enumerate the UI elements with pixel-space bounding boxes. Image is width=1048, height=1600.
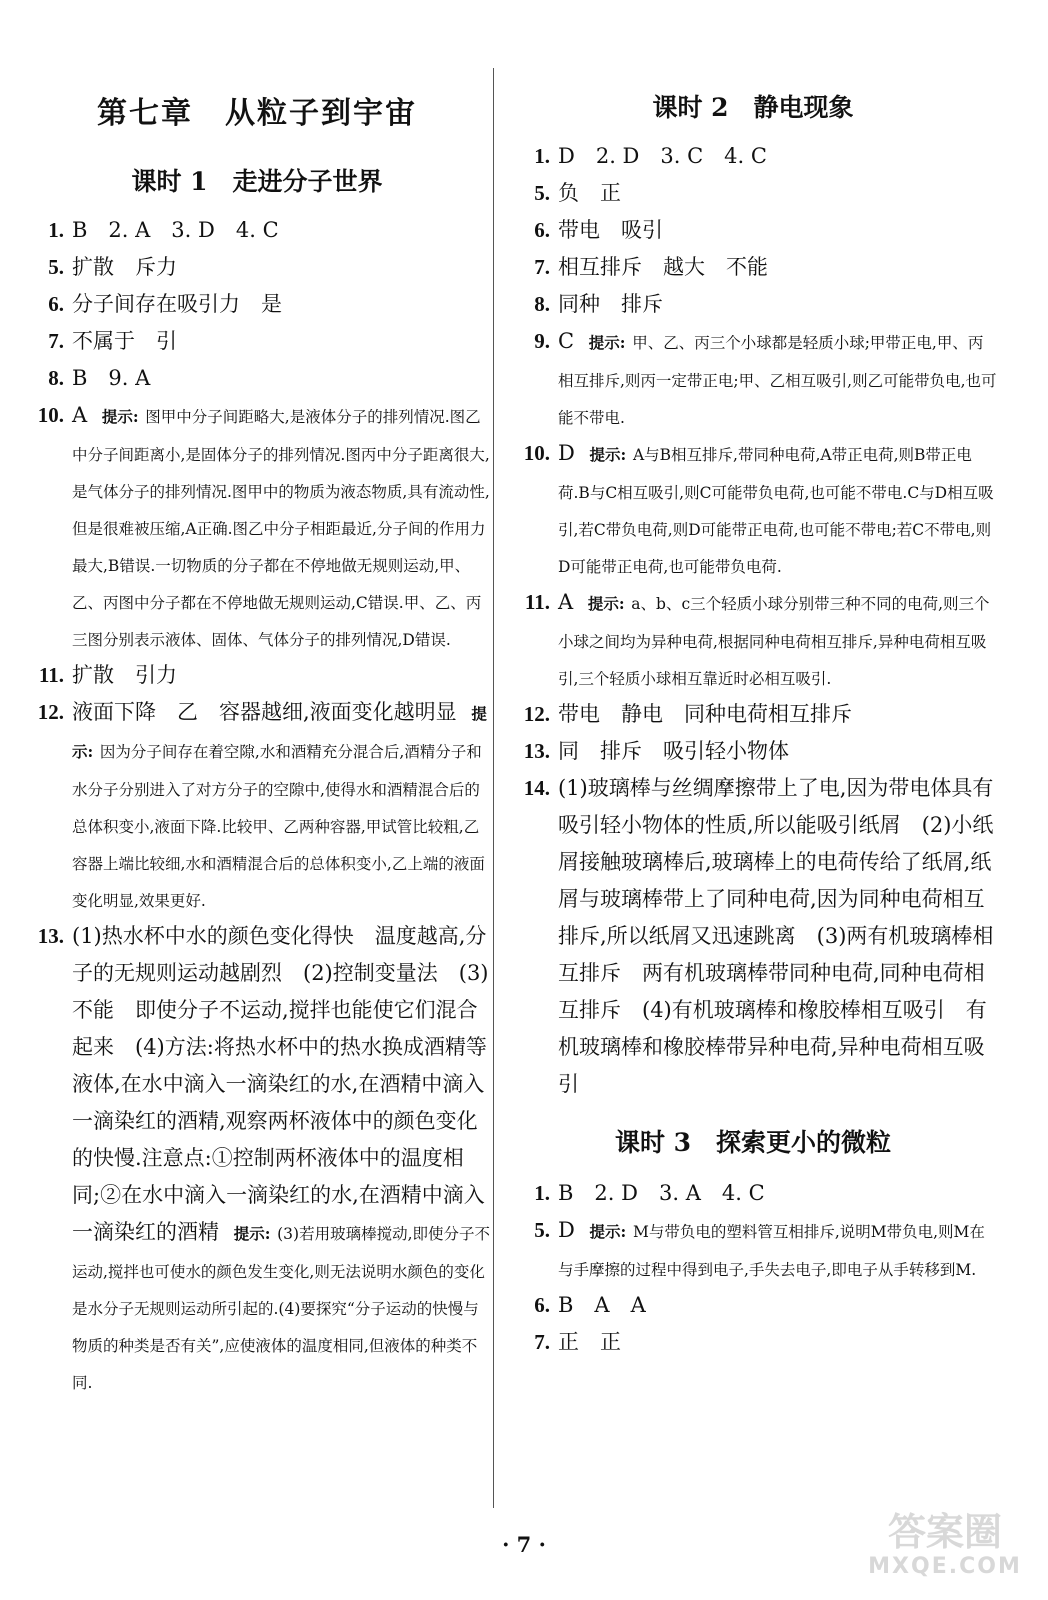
answer-text: D — [558, 441, 575, 465]
answer-7 — [22, 323, 492, 360]
answer-text: B 9. A — [72, 366, 151, 390]
answer-number: 6. — [48, 292, 64, 316]
lesson-3-answer-6 — [508, 1287, 998, 1324]
hint-text: (3)若用玻璃棒搅动,即使分子不运动,搅拌也可使水的颜色发生变化,则无法说明水颜色的变化是水分子无规则运动所引起的.(4)要探究“分子运动的快慢与物质的种类是否有关”,应使液体的温度相同,但液体的种类不同. — [72, 1225, 490, 1392]
answer-text: 扩散 引力 — [72, 663, 177, 687]
answer-number: 9. — [534, 329, 550, 353]
answer-text: 带电 吸引 — [558, 218, 663, 242]
hint-text: 甲、乙、丙三个小球都是轻质小球;甲带正电,甲、丙相互排斥,则丙一定带正电;甲、乙相互吸引,则乙可能带负电,也可能不带电. — [558, 334, 997, 427]
answer-9 — [508, 323, 998, 435]
answer-5 — [508, 175, 998, 212]
hint-label: 提示: — [72, 704, 487, 761]
answer-5 — [22, 249, 492, 286]
answer-number: 11. — [38, 663, 64, 687]
answer-14 — [508, 770, 998, 1103]
answer-text: 扩散 斥力 — [72, 255, 177, 279]
hint-text: 因为分子间存在着空隙,水和酒精充分混合后,酒精分子和水分子分别进入了对方分子的空隙中,使得水和酒精混合后的总体积变小,液面下降.比较甲、乙两种容器,甲试管比较粗,乙容器上端比较细,水和酒精混合后的总体积变小,乙上端的液面变化明显,效果更好. — [72, 743, 485, 910]
answer-number: 8. — [48, 366, 64, 390]
hint-label: 提示: — [233, 1224, 271, 1243]
answer-text: B 2. D 3. A 4. C — [558, 1181, 765, 1205]
answer-number: 1. — [534, 144, 550, 168]
hint-label: 提示: — [589, 1222, 627, 1241]
answer-number: 7. — [48, 329, 64, 353]
answer-text: (1)玻璃棒与丝绸摩擦带上了电,因为带电体具有吸引轻小物体的性质,所以能吸引纸屑 (2)小纸屑接触玻璃棒后,玻璃棒上的电荷传给了纸屑,纸屑与玻璃棒带上了同种电荷,因为同种电荷相互排斥,所以纸屑又迅速跳离 (3)两有机玻璃棒相互排斥 两有机玻璃棒带同种电荷,同种电荷相互排斥 (4)有机玻璃棒和橡胶棒相互吸引 有机玻璃棒和橡胶棒带异种电荷,异种电荷相互吸引 — [558, 776, 994, 1096]
answer-text: B A A — [558, 1293, 646, 1317]
answer-6 — [22, 286, 492, 323]
hint-label: 提示: — [589, 445, 627, 464]
chapter-title: 第七章 从粒子到宇宙 — [97, 96, 417, 131]
answer-text: (1)热水杯中水的颜色变化得快 温度越高,分子的无规则运动越剧烈 (2)控制变量法 (3)不能 即使分子不运动,搅拌也能使它们混合起来 (4)方法:将热水杯中的热水换成酒精等液体,在水中滴入一滴染红的水,在酒精中滴入一滴染红的酒精,观察两杯液体中的颜色变化的快慢.注意点:①控制两杯液体中的温度相同;②在水中滴入一滴染红的水,在酒精中滴入一滴染红的酒精 — [72, 924, 489, 1244]
lesson-2-title: 课时 2 静电现象 — [652, 93, 854, 122]
answer-text: A — [558, 590, 574, 614]
answer-number: 13. — [37, 924, 64, 948]
answer-text: 同 排斥 吸引轻小物体 — [558, 739, 789, 763]
answer-number: 1. — [48, 218, 64, 242]
hint-label: 提示: — [101, 407, 139, 426]
answer-number: 5. — [534, 1218, 550, 1242]
watermark-logo — [855, 1510, 1035, 1590]
answer-text: 同种 排斥 — [558, 292, 663, 316]
lesson-3-answer-7 — [508, 1324, 998, 1361]
answer-text: B 2. A 3. D 4. C — [72, 218, 279, 242]
answer-11 — [22, 657, 492, 694]
answer-number: 11. — [524, 590, 550, 614]
answer-7 — [508, 249, 998, 286]
answer-number: 5. — [48, 255, 64, 279]
hint-text: M与带负电的塑料管互相排斥,说明M带负电,则M在与手摩擦的过程中得到电子,手失去电子,即电子从手转移到M. — [558, 1223, 985, 1279]
answer-12 — [508, 696, 998, 733]
answer-text: 液面下降 乙 容器越细,液面变化越明显 — [72, 700, 457, 724]
watermark-url: MXQE.COM — [868, 1554, 1022, 1579]
answer-13 — [508, 733, 998, 770]
answer-number: 6. — [534, 218, 550, 242]
hint-label: 提示: — [587, 594, 625, 613]
answer-number: 10. — [523, 441, 550, 465]
answer-text: D — [558, 1218, 575, 1242]
answer-number: 10. — [37, 403, 64, 427]
page-number: · 7 · — [502, 1532, 546, 1557]
answer-number: 7. — [534, 255, 550, 279]
answer-10 — [508, 435, 998, 584]
answer-text: 分子间存在吸引力 是 — [72, 292, 282, 316]
answer-number: 12. — [37, 700, 64, 724]
answer-text: C — [558, 329, 575, 353]
lesson-3-answer-1-4 — [508, 1175, 998, 1212]
left-column — [22, 80, 492, 1400]
answer-10 — [22, 397, 492, 657]
hint-text: a、b、c三个轻质小球分别带三种不同的电荷,则三个小球之间均为异种电荷,根据同种电荷相互排斥,异种电荷相互吸引,三个轻质小球相互靠近时必相互吸引. — [558, 595, 990, 688]
answer-text: 负 正 — [558, 181, 621, 205]
answer-1-4 — [22, 212, 492, 249]
answer-11 — [508, 584, 998, 696]
column-divider — [493, 68, 494, 1508]
answer-6 — [508, 212, 998, 249]
answer-text: D 2. D 3. C 4. C — [558, 144, 767, 168]
lesson-1-title: 课时 1 走进分子世界 — [131, 167, 383, 196]
answer-text: 带电 静电 同种电荷相互排斥 — [558, 702, 852, 726]
hint-text: 图甲中分子间距略大,是液体分子的排列情况.图乙中分子间距离小,是固体分子的排列情况.图丙中分子距离很大,是气体分子的排列情况.图甲中的物质为液态物质,具有流动性,但是很难被压缩,A正确.图乙中分子相距最近,分子间的作用力最大,B错误.一切物质的分子都在不停地做无规则运动,甲、乙、丙图中分子都在不停地做无规则运动,C错误.甲、乙、丙三图分别表示液体、固体、气体分子的排列情况,D错误. — [72, 408, 490, 649]
answer-8-9 — [22, 360, 492, 397]
answer-number: 6. — [534, 1293, 550, 1317]
right-column — [508, 80, 998, 1361]
answer-text: 正 正 — [558, 1330, 621, 1354]
answer-number: 12. — [523, 702, 550, 726]
answer-text: 不属于 引 — [72, 329, 177, 353]
answer-number: 7. — [534, 1330, 550, 1354]
hint-label: 提示: — [588, 333, 626, 352]
answer-number: 1. — [534, 1181, 550, 1205]
watermark-text: 答案圈 — [887, 1510, 1002, 1554]
answer-8 — [508, 286, 998, 323]
answer-text: A — [72, 403, 88, 427]
answer-12 — [22, 694, 492, 918]
hint-text: A与B相互排斥,带同种电荷,A带正电荷,则B带正电荷.B与C相互吸引,则C可能带负电荷,也可能不带电.C与D相互吸引,若C带负电荷,则D可能带正电荷,也可能不带电;若C不带电,则D可能带正电荷,也可能带负电荷. — [558, 446, 994, 576]
answer-number: 14. — [523, 776, 550, 800]
answer-number: 13. — [523, 739, 550, 763]
answer-text: 相互排斥 越大 不能 — [558, 255, 768, 279]
answer-number: 8. — [534, 292, 550, 316]
lesson-3-answer-5 — [508, 1212, 998, 1287]
lesson-3-title: 课时 3 探索更小的微粒 — [614, 1128, 892, 1157]
answer-1-4 — [508, 138, 998, 175]
answer-13 — [22, 918, 492, 1400]
answer-number: 5. — [534, 181, 550, 205]
